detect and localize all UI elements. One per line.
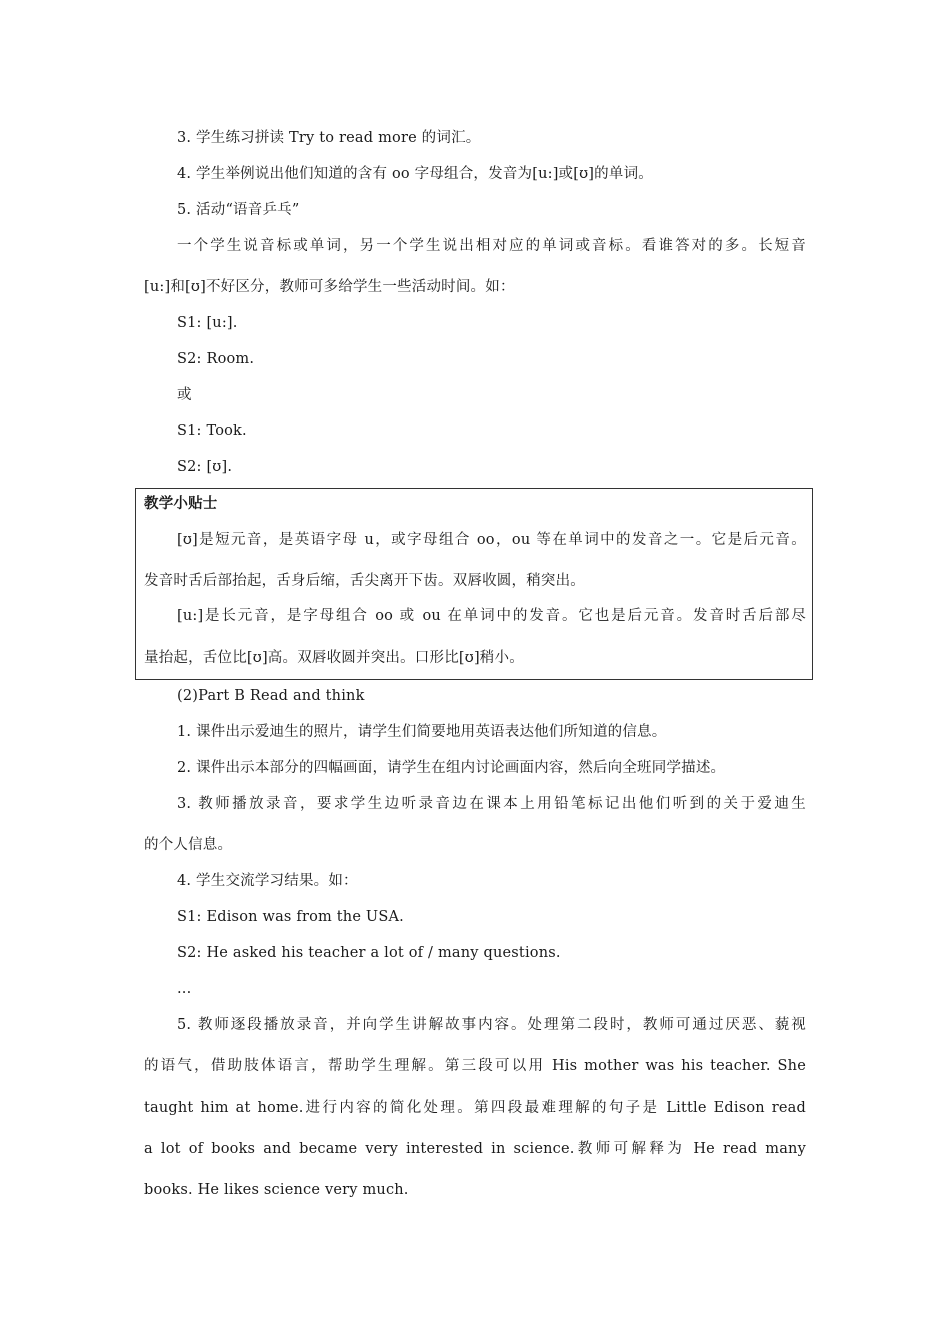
listening-item-line-1: 3. 教师播放录音，要求学生边听录音边在课本上用铅笔标记出他们听到的关于爱迪生 — [177, 796, 806, 812]
story-item-line-1: 5. 教师逐段播放录音，并向学生讲解故事内容。处理第二段时，教师可通过厌恶、藐视 — [177, 1017, 806, 1033]
teaching-tip-title: 教学小贴士 — [144, 495, 218, 512]
story-item-line-2: 的语气，借助肢体语言，帮助学生理解。第三段可以用 His mother was his teacher. She — [144, 1058, 806, 1074]
example-edison-usa: S1: Edison was from the USA. — [177, 909, 404, 925]
oo-words-item: 4. 学生举例说出他们知道的含有 oo 字母组合，发音为[u:]或[ʊ]的单词。 — [177, 166, 653, 182]
exchange-results-item: 4. 学生交流学习结果。如： — [177, 873, 358, 889]
story-item-line-3: taught him at home.进行内容的简化处理。第四段最难理解的句子是 Little Edison read — [144, 1100, 806, 1116]
story-item-line-4: a lot of books and became very interested in science.教师可解释为 He read many — [144, 1141, 806, 1157]
example-s2-phonetic: S2: [ʊ]. — [177, 459, 233, 475]
part-b-heading: (2)Part B Read and think — [177, 688, 365, 704]
phonics-pingpong-item: 5. 活动“语音乒乓” — [177, 202, 300, 218]
listening-item-line-2: 的个人信息。 — [144, 837, 233, 853]
example-s1-phonetic: S1: [u:]. — [177, 315, 238, 331]
tip-long-vowel-line-1: [u:]是长元音，是字母组合 oo 或 ou 在单词中的发音。它也是后元音。发音时舌后部尽 — [177, 608, 806, 624]
four-pictures-item: 2. 课件出示本部分的四幅画面，请学生在组内讨论画面内容，然后向全班同学描述。 — [177, 760, 726, 776]
example-s1-took: S1: Took. — [177, 423, 247, 439]
practice-reading-item: 3. 学生练习拼读 Try to read more 的词汇。 — [177, 130, 481, 146]
story-item-line-5: books. He likes science very much. — [144, 1182, 409, 1198]
tip-short-vowel-line-2: 发音时舌后部抬起，舌身后缩，舌尖离开下齿。双唇收圆，稍突出。 — [144, 573, 585, 589]
tip-long-vowel-line-2: 量抬起，舌位比[ʊ]高。双唇收圆并突出。口形比[ʊ]稍小。 — [144, 650, 524, 666]
edison-photo-item: 1. 课件出示爱迪生的照片，请学生们简要地用英语表达他们所知道的信息。 — [177, 724, 667, 740]
tip-short-vowel-line-1: [ʊ]是短元音，是英语字母 u，或字母组合 oo，ou 等在单词中的发音之一。它是后元音。 — [177, 532, 806, 548]
activity-description-line-2: [u:]和[ʊ]不好区分，教师可多给学生一些活动时间。如： — [144, 279, 515, 295]
activity-description-line-1: 一个学生说音标或单词，另一个学生说出相对应的单词或音标。看谁答对的多。长短音 — [177, 238, 806, 254]
example-asked-questions: S2: He asked his teacher a lot of / many questions. — [177, 945, 561, 961]
example-ellipsis: ... — [177, 981, 192, 997]
example-s2-room: S2: Room. — [177, 351, 255, 367]
example-or: 或 — [177, 387, 192, 403]
